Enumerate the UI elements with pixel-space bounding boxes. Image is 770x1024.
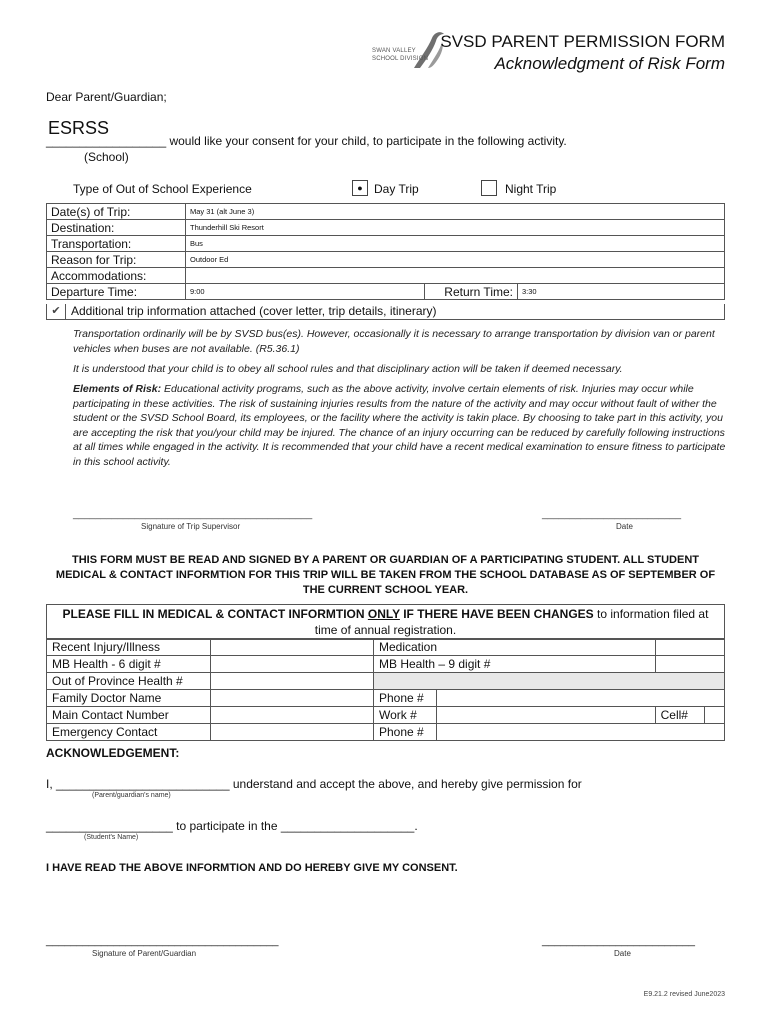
main-contact-label: Main Contact Number	[47, 707, 211, 724]
destination-field[interactable]: Thunderhill Ski Resort	[186, 220, 725, 236]
phone-label-1: Phone #	[374, 690, 437, 707]
work-field[interactable]	[437, 707, 656, 724]
medication-label: Medication	[374, 639, 656, 656]
logo-line-2: SCHOOL DIVISION	[372, 56, 429, 62]
supervisor-date-line[interactable]: _________________________	[542, 509, 682, 520]
parent-signature-line[interactable]: ______________________________________	[46, 935, 279, 947]
acknowledgement-line-1[interactable]: I, __________________________ understand and accept the above, and hereby give permission for	[46, 777, 582, 791]
risk-heading: Elements of Risk:	[73, 383, 162, 395]
trip-row-dates	[47, 204, 725, 220]
transport-paragraph: Transportation ordinarily will be by SVSD bus(es). However, occasionally it is necessary to arrange transportation by division van or parent vehicles when buses are not available. (R5.36.1)	[73, 328, 715, 355]
out-of-province-label: Out of Province Health #	[47, 673, 211, 690]
recent-injury-label: Recent Injury/Illness	[47, 639, 211, 656]
departure-label: Departure Time:	[47, 284, 186, 300]
trip-details-table	[46, 203, 725, 300]
medical-row-4	[47, 690, 725, 707]
medication-field[interactable]	[655, 639, 724, 656]
risk-paragraph	[73, 382, 733, 469]
reason-field[interactable]: Outdoor Ed	[186, 252, 725, 268]
form-revision-footer: E9.21.2 revised June2023	[643, 991, 725, 998]
student-name-label: (Student's Name)	[84, 834, 139, 841]
transportation-label: Transportation:	[47, 236, 186, 252]
rules-paragraph: It is understood that your child is to obey all school rules and that disciplinary action will be taken if deemed necessary.	[73, 363, 623, 375]
form-subtitle: Acknowledgment of Risk Form	[494, 54, 725, 73]
doctor-phone-field[interactable]	[437, 690, 725, 707]
family-doctor-field[interactable]	[211, 690, 374, 707]
parent-name-label: (Parent/guardian's name)	[92, 792, 171, 799]
school-label: (School)	[84, 150, 129, 164]
school-name-field[interactable]: ESRSS	[48, 118, 110, 138]
greeting: Dear Parent/Guardian;	[46, 90, 167, 104]
medical-table	[46, 638, 725, 741]
mb-health-6-field[interactable]	[211, 656, 374, 673]
medical-header	[46, 604, 725, 640]
departure-field[interactable]: 9:00	[186, 284, 425, 300]
parent-date-line[interactable]: _________________________	[542, 935, 695, 947]
logo-line-1: SWAN VALLEY	[372, 48, 416, 54]
destination-label: Destination:	[47, 220, 186, 236]
medical-header-bold-1: PLEASE FILL IN MEDICAL & CONTACT INFORMTION	[62, 607, 368, 621]
accommodations-field[interactable]	[186, 268, 725, 284]
emergency-contact-label: Emergency Contact	[47, 724, 211, 741]
work-label: Work #	[374, 707, 437, 724]
night-trip-check-box	[481, 180, 497, 196]
dates-label: Date(s) of Trip:	[47, 204, 186, 220]
medical-row-2	[47, 656, 725, 673]
mb-health-9-label: MB Health – 9 digit #	[374, 656, 656, 673]
reason-label: Reason for Trip:	[47, 252, 186, 268]
medical-row-3	[47, 673, 725, 690]
form-title: SVSD PARENT PERMISSION FORM	[440, 32, 725, 51]
emergency-contact-field[interactable]	[211, 724, 374, 741]
phone-label-2: Phone #	[374, 724, 437, 741]
risk-body: Educational activity programs, such as the above activity, involve certain elements of risk. Injuries may occur while participating in these activities. The risk of sustaining injuries results from the nature of the activity and may occur without fault of wither the student or the SVSD School Board, its employees, or the facility where the activity is takin place. By choosing to take part in this activity, you are accepting the risk that you/your child may be injured. The chance of an injury occurring can be reduced by carefully following instructions at all times while engaged in the activity. It is recommended that your child have a recent medical examination to ensure fitness to participate in this school activity.	[73, 383, 726, 468]
supervisor-signature-line[interactable]: ___________________________________________	[73, 509, 313, 520]
night-trip-label: Night Trip	[505, 182, 557, 196]
cell-field[interactable]	[704, 707, 724, 724]
supervisor-date-label: Date	[616, 522, 633, 531]
trip-row-destination	[47, 220, 725, 236]
day-trip-label: Day Trip	[374, 182, 419, 196]
emergency-phone-field[interactable]	[437, 724, 725, 741]
mb-health-9-field[interactable]	[655, 656, 724, 673]
medical-header-bold-2: IF THERE HAVE BEEN CHANGES	[399, 607, 594, 621]
day-trip-checkbox[interactable]	[352, 179, 368, 197]
parent-date-label: Date	[614, 949, 631, 958]
cell-label: Cell#	[655, 707, 704, 724]
return-field[interactable]: 3:30	[518, 284, 725, 300]
accommodations-label: Accommodations:	[47, 268, 186, 284]
return-label: Return Time:	[425, 284, 518, 300]
medical-header-only: ONLY	[367, 607, 400, 621]
medical-row-1	[47, 639, 725, 656]
consent-statement: I HAVE READ THE ABOVE INFORMTION AND DO HEREBY GIVE MY CONSENT.	[46, 862, 458, 874]
trip-row-reason	[47, 252, 725, 268]
transportation-field[interactable]: Bus	[186, 236, 725, 252]
main-contact-field[interactable]	[211, 707, 374, 724]
night-trip-checkbox[interactable]	[481, 179, 497, 197]
dates-field[interactable]: May 31 (alt June 3)	[186, 204, 725, 220]
attachment-row	[46, 304, 725, 320]
trip-row-accommodations	[47, 268, 725, 284]
out-of-province-field[interactable]	[211, 673, 374, 690]
school-consent-sentence: __________________ would like your consent for your child, to participate in the following activity.	[46, 134, 567, 148]
notice-text: THIS FORM MUST BE READ AND SIGNED BY A PARENT OR GUARDIAN OF A PARTICIPATING STUDENT. ALL STUDENT MEDICAL & CONTACT INFORMTION FOR THIS TRIP WILL BE TAKEN FROM THE SCHOOL DATABASE AS OF SEPTEMBER OF THE CURRENT SCHOOL YEAR.	[55, 554, 716, 596]
supervisor-signature-label: Signature of Trip Supervisor	[141, 522, 241, 531]
recent-injury-field[interactable]	[211, 639, 374, 656]
medical-header-rest: to information filed at time of annual registration.	[314, 607, 709, 637]
trip-row-times	[47, 284, 725, 300]
out-of-province-shaded-cell	[374, 673, 725, 690]
acknowledgement-heading: ACKNOWLEDGEMENT:	[46, 746, 180, 760]
trip-row-transportation	[47, 236, 725, 252]
logo	[370, 28, 450, 72]
medical-row-5	[47, 707, 725, 724]
attachment-label: Additional trip information attached (cover letter, trip details, itinerary)	[71, 304, 437, 318]
parent-signature-label: Signature of Parent/Guardian	[92, 949, 197, 958]
medical-row-6	[47, 724, 725, 741]
acknowledgement-line-2[interactable]: ___________________ to participate in the ____________________.	[46, 819, 418, 833]
attachment-checkbox[interactable]: ✔	[47, 304, 66, 319]
family-doctor-label: Family Doctor Name	[47, 690, 211, 707]
mb-health-6-label: MB Health - 6 digit #	[47, 656, 211, 673]
day-trip-check-mark: ●	[352, 180, 368, 196]
experience-type-label: Type of Out of School Experience	[73, 182, 252, 196]
